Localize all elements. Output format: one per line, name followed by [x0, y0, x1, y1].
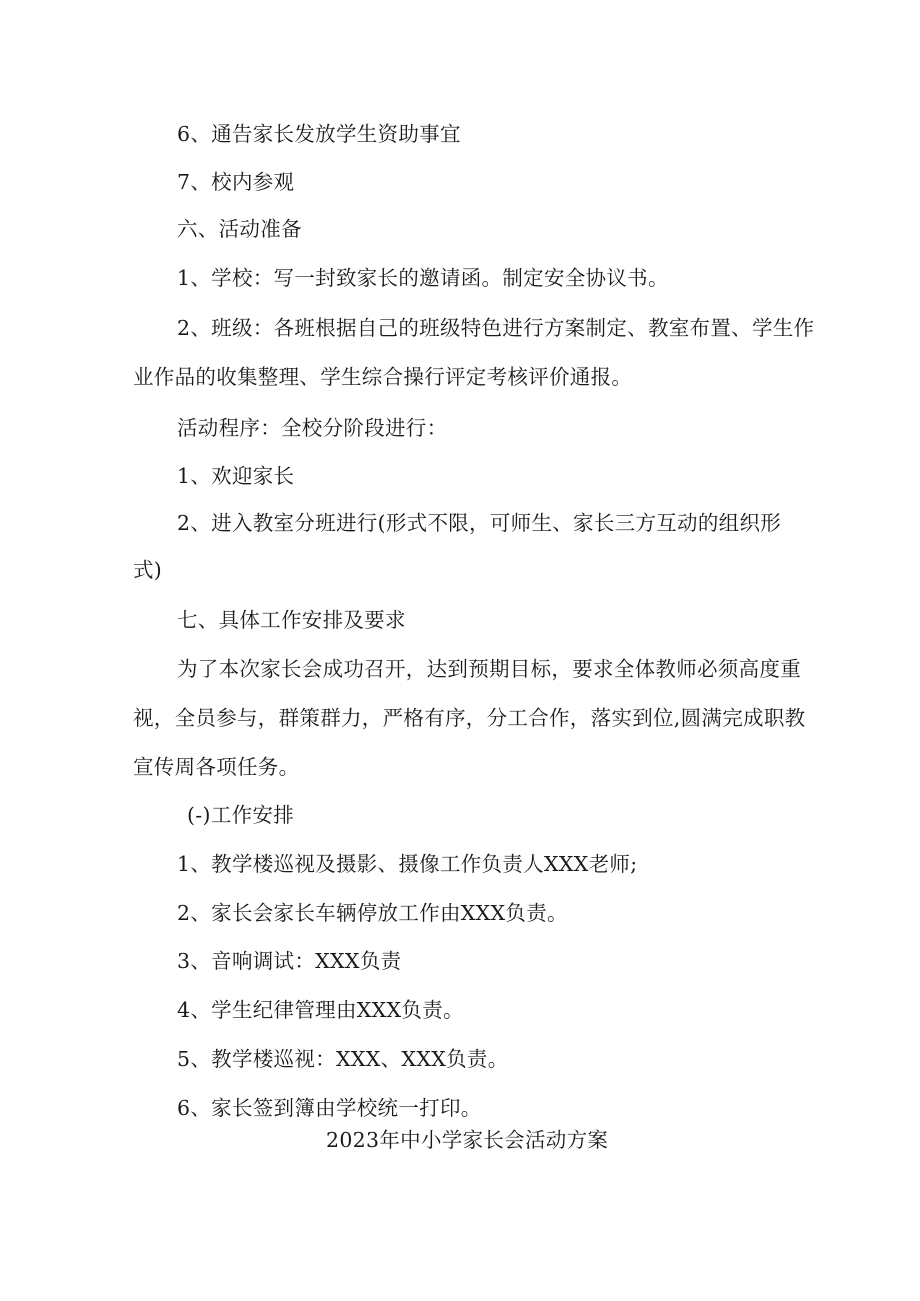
- text-line: 1、欢迎家长: [177, 464, 295, 488]
- text-line: 6、通告家长发放学生资助事宜: [177, 122, 461, 146]
- subsection-heading: (-)工作安排: [187, 803, 295, 827]
- text-line: 5、教学楼巡视：XXX、XXX负责。: [177, 1047, 509, 1071]
- text-line: 6、家长签到簿由学校统一打印。: [177, 1096, 482, 1120]
- text-line: 3、音响调试：XXX负责: [177, 949, 402, 973]
- text-line: 业作品的收集整理、学生综合操行评定考核评价通报。: [133, 365, 633, 389]
- section-heading: 六、活动准备: [177, 217, 302, 241]
- text-line: 视，全员参与，群策群力，严格有序，分工合作，落实到位,圆满完成职教: [133, 706, 806, 730]
- text-line: 4、学生纪律管理由XXX负责。: [177, 998, 464, 1022]
- text-line: 为了本次家长会成功召开，达到预期目标，要求全体教师必须高度重: [177, 657, 801, 681]
- text-line: 2、班级：各班根据自己的班级特色进行方案制定、教室布置、学生作: [177, 316, 815, 340]
- text-line: 2、家长会家长车辆停放工作由XXX负责。: [177, 901, 568, 925]
- document-title: 2023年中小学家长会活动方案: [326, 1128, 609, 1152]
- text-line: 式): [133, 558, 163, 582]
- text-line: 2、进入教室分班进行(形式不限，可师生、家长三方互动的组织形: [177, 511, 782, 535]
- text-line: 活动程序：全校分阶段进行：: [177, 416, 448, 440]
- text-line: 7、校内参观: [177, 170, 295, 194]
- section-heading: 七、具体工作安排及要求: [177, 608, 406, 632]
- text-line: 宣传周各项任务。: [133, 755, 300, 779]
- text-line: 1、学校：写一封致家长的邀请函。制定安全协议书。: [177, 266, 669, 290]
- text-line: 1、教学楼巡视及摄影、摄像工作负责人XXX老师;: [177, 852, 638, 876]
